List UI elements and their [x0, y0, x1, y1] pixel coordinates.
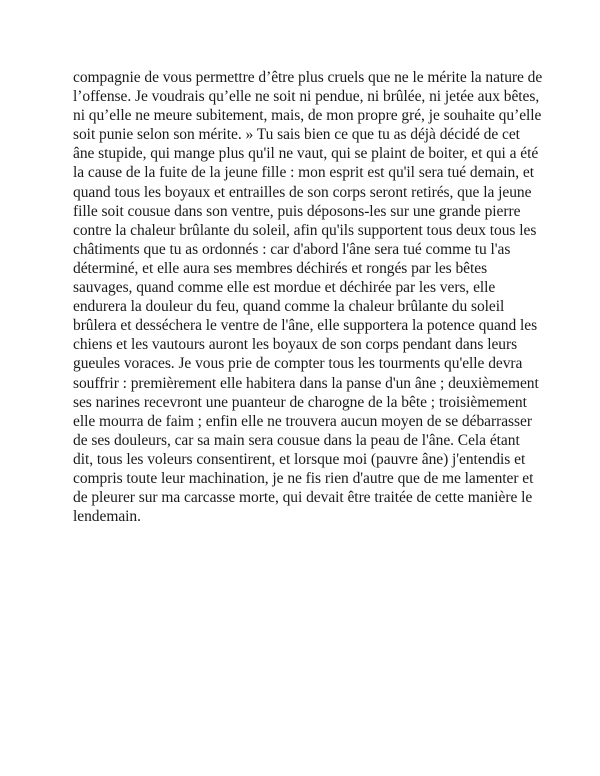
text-line: âne stupide, qui mange plus qu'il ne vaut, qui se plaint de boiter, et qui a été — [73, 145, 539, 163]
text-line: de pleurer sur ma carcasse morte, qui devait être traitée de cette manière le — [73, 489, 533, 507]
text-line: souffrir : premièrement elle habitera dans la panse d'un âne ; deuxièmement — [73, 374, 539, 392]
body-text — [73, 68, 543, 526]
text-line: compagnie de vous permettre d’être plus cruels que ne le mérite la nature de — [73, 69, 543, 86]
text-line: endurera la douleur du feu, quand comme la chaleur brûlante du soleil — [73, 298, 505, 316]
text-line: gueules voraces. Je vous prie de compter tous les tourments qu'elle devra — [73, 355, 523, 373]
text-line: fille soit cousue dans son ventre, puis déposons-les sur une grande pierre — [73, 202, 521, 220]
text-line: dit, tous les voleurs consentirent, et lorsque moi (pauvre âne) j'entendis et — [73, 450, 526, 468]
text-line: lendemain. — [73, 508, 141, 526]
text-line: ni qu’elle ne meure subitement, mais, de mon propre gré, je souhaite qu’elle — [73, 107, 542, 125]
text-line: chiens et les vautours auront les boyaux de son corps pendant dans leurs — [73, 336, 518, 354]
text-line: soit punie selon son mérite. » Tu sais bien ce que tu as déjà décidé de cet — [73, 126, 520, 144]
text-line: déterminé, et elle aura ses membres déchirés et rongés par les bêtes — [73, 259, 488, 277]
text-line: quand tous les boyaux et entrailles de son corps seront retirés, que la jeune — [73, 183, 532, 201]
text-line: brûlera et desséchera le ventre de l'âne, elle supportera la potence quand les — [73, 317, 538, 335]
text-line: de ses douleurs, car sa main sera cousue dans la peau de l'âne. Cela étant — [73, 431, 520, 449]
text-line: compris toute leur machination, je ne fis rien d'autre que de me lamenter et — [73, 469, 534, 487]
text-line: elle mourra de faim ; enfin elle ne trouvera aucun moyen de se débarrasser — [73, 412, 532, 430]
text-line: la cause de la fuite de la jeune fille : mon esprit est qu'il sera tué demain, et — [73, 164, 534, 182]
text-line: ses narines recevront une puanteur de charogne de la bête ; troisièmement — [73, 393, 527, 411]
text-line: l’offense. Je voudrais qu’elle ne soit ni pendue, ni brûlée, ni jetée aux bêtes, — [73, 88, 540, 106]
text-line: sauvages, quand comme elle est mordue et déchirée par les vers, elle — [73, 279, 496, 297]
text-line: châtiments que tu as ordonnés : car d'abord l'âne sera tué comme tu l'as — [73, 240, 511, 258]
text-line: contre la chaleur brûlante du soleil, afin qu'ils supportent tous deux tous les — [73, 221, 537, 239]
